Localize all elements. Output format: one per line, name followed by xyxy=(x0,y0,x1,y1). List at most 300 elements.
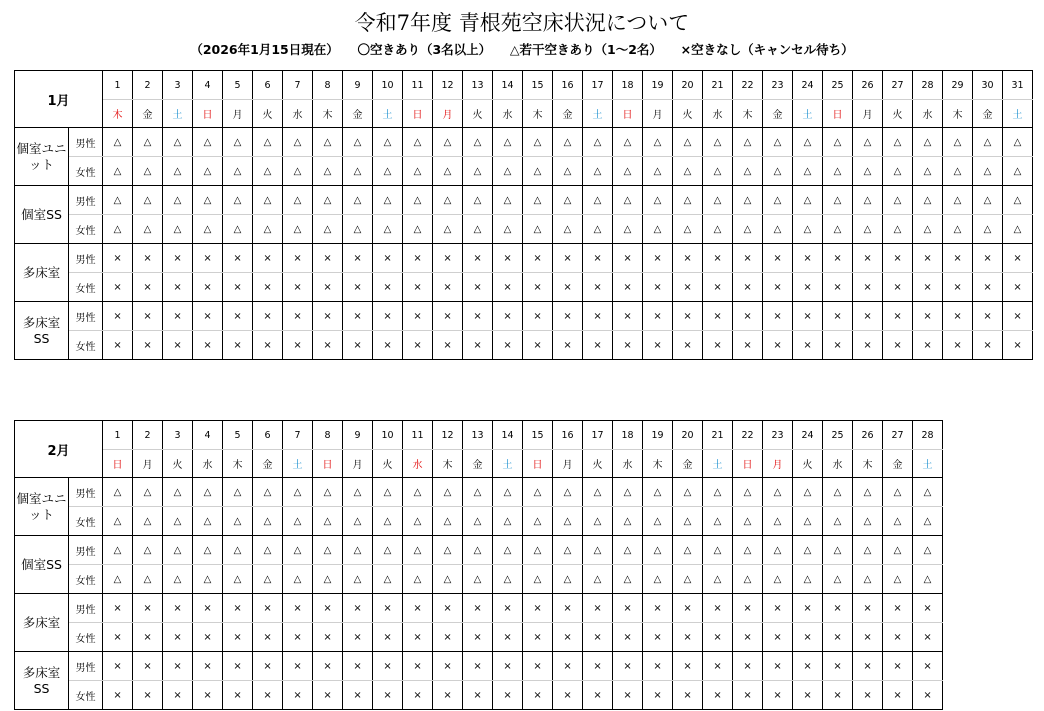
weekday-label: 火 xyxy=(673,100,703,128)
availability-cell: △ xyxy=(133,128,163,157)
availability-cell: × xyxy=(463,331,493,360)
availability-cell: △ xyxy=(373,565,403,594)
day-number: 15 xyxy=(523,421,553,450)
availability-cell: × xyxy=(403,652,433,681)
availability-cell: × xyxy=(193,681,223,710)
availability-cell: × xyxy=(943,302,973,331)
availability-cell: △ xyxy=(193,215,223,244)
day-number: 20 xyxy=(673,421,703,450)
availability-cell: △ xyxy=(673,128,703,157)
availability-cell: △ xyxy=(223,128,253,157)
availability-cell: × xyxy=(163,623,193,652)
availability-cell: △ xyxy=(583,128,613,157)
availability-cell: × xyxy=(823,623,853,652)
availability-cell: × xyxy=(913,331,943,360)
weekday-label: 火 xyxy=(253,100,283,128)
availability-cell: × xyxy=(583,652,613,681)
availability-cell: △ xyxy=(913,536,943,565)
availability-cell: △ xyxy=(283,215,313,244)
weekday-label: 月 xyxy=(133,450,163,478)
availability-cell: × xyxy=(823,244,853,273)
availability-cell: △ xyxy=(763,507,793,536)
room-type-label: 多床室 xyxy=(15,244,69,302)
availability-cell: × xyxy=(703,652,733,681)
availability-cell: △ xyxy=(643,128,673,157)
weekday-label: 土 xyxy=(493,450,523,478)
availability-cell: △ xyxy=(253,536,283,565)
availability-cell: △ xyxy=(553,565,583,594)
availability-cell: △ xyxy=(193,186,223,215)
availability-cell: △ xyxy=(943,186,973,215)
availability-cell: × xyxy=(523,652,553,681)
availability-cell: × xyxy=(343,681,373,710)
availability-cell: △ xyxy=(763,186,793,215)
availability-cell: × xyxy=(1003,331,1033,360)
month-label: 2月 xyxy=(15,421,103,478)
availability-cell: △ xyxy=(373,507,403,536)
day-number: 12 xyxy=(433,421,463,450)
availability-cell: × xyxy=(763,623,793,652)
gender-label: 女性 xyxy=(69,681,103,710)
availability-cell: × xyxy=(343,594,373,623)
availability-cell: △ xyxy=(313,186,343,215)
availability-cell: △ xyxy=(553,507,583,536)
availability-cell: × xyxy=(883,652,913,681)
availability-cell: △ xyxy=(793,536,823,565)
availability-cell: △ xyxy=(613,128,643,157)
availability-cell: △ xyxy=(643,157,673,186)
availability-cell: △ xyxy=(613,186,643,215)
availability-cell: △ xyxy=(493,478,523,507)
availability-cell: △ xyxy=(853,478,883,507)
weekday-label: 木 xyxy=(733,100,763,128)
availability-cell: × xyxy=(613,331,643,360)
availability-cell: × xyxy=(463,302,493,331)
availability-cell: × xyxy=(343,652,373,681)
availability-cell: × xyxy=(673,302,703,331)
availability-cell: × xyxy=(583,273,613,302)
availability-cell: × xyxy=(673,594,703,623)
availability-cell: × xyxy=(763,302,793,331)
day-number: 5 xyxy=(223,421,253,450)
availability-cell: × xyxy=(793,244,823,273)
availability-cell: × xyxy=(463,244,493,273)
weekday-label: 火 xyxy=(793,450,823,478)
availability-cell: × xyxy=(553,331,583,360)
weekday-label: 金 xyxy=(883,450,913,478)
weekday-label: 月 xyxy=(643,100,673,128)
availability-cell: △ xyxy=(583,565,613,594)
availability-cell: △ xyxy=(553,536,583,565)
availability-cell: × xyxy=(793,273,823,302)
availability-cell: × xyxy=(643,273,673,302)
availability-cell: × xyxy=(553,681,583,710)
availability-cell: × xyxy=(103,273,133,302)
availability-cell: × xyxy=(793,623,823,652)
availability-cell: × xyxy=(463,594,493,623)
gender-label: 女性 xyxy=(69,507,103,536)
availability-cell: △ xyxy=(403,536,433,565)
day-number: 12 xyxy=(433,71,463,100)
day-number: 26 xyxy=(853,421,883,450)
availability-cell: △ xyxy=(793,478,823,507)
availability-cell: × xyxy=(523,331,553,360)
day-number: 2 xyxy=(133,71,163,100)
availability-cell: × xyxy=(373,273,403,302)
weekday-label: 木 xyxy=(523,100,553,128)
availability-cell: × xyxy=(163,652,193,681)
weekday-label: 水 xyxy=(193,450,223,478)
availability-cell: △ xyxy=(643,565,673,594)
availability-cell: △ xyxy=(403,157,433,186)
availability-cell: × xyxy=(943,331,973,360)
availability-cell: △ xyxy=(463,157,493,186)
day-number: 7 xyxy=(283,421,313,450)
availability-cell: × xyxy=(283,244,313,273)
availability-cell: △ xyxy=(103,565,133,594)
availability-cell: × xyxy=(793,681,823,710)
availability-cell: × xyxy=(223,331,253,360)
room-type-label: 個室ユニット xyxy=(15,128,69,186)
availability-cell: △ xyxy=(163,507,193,536)
availability-cell: △ xyxy=(313,507,343,536)
availability-cell: △ xyxy=(373,186,403,215)
availability-cell: △ xyxy=(283,536,313,565)
availability-cell: △ xyxy=(883,128,913,157)
availability-cell: △ xyxy=(313,157,343,186)
availability-cell: △ xyxy=(103,478,133,507)
availability-cell: × xyxy=(883,244,913,273)
availability-cell: △ xyxy=(823,478,853,507)
availability-cell: △ xyxy=(223,565,253,594)
availability-cell: × xyxy=(613,681,643,710)
day-number: 4 xyxy=(193,421,223,450)
availability-cell: △ xyxy=(193,157,223,186)
availability-cell: × xyxy=(523,244,553,273)
availability-cell: △ xyxy=(343,215,373,244)
availability-cell: △ xyxy=(343,186,373,215)
gender-label: 男性 xyxy=(69,536,103,565)
availability-cell: △ xyxy=(103,507,133,536)
weekday-label: 土 xyxy=(583,100,613,128)
availability-cell: × xyxy=(253,273,283,302)
weekday-label: 水 xyxy=(823,450,853,478)
availability-cell: △ xyxy=(103,186,133,215)
availability-cell: △ xyxy=(853,536,883,565)
availability-cell: △ xyxy=(313,128,343,157)
availability-cell: △ xyxy=(823,215,853,244)
gender-label: 男性 xyxy=(69,128,103,157)
availability-cell: △ xyxy=(733,507,763,536)
availability-cell: × xyxy=(133,302,163,331)
availability-cell: △ xyxy=(583,536,613,565)
availability-cell: × xyxy=(493,244,523,273)
availability-cell: × xyxy=(403,273,433,302)
availability-cell: △ xyxy=(343,565,373,594)
availability-cell: × xyxy=(133,681,163,710)
availability-cell: △ xyxy=(493,507,523,536)
availability-cell: △ xyxy=(193,507,223,536)
weekday-label: 火 xyxy=(163,450,193,478)
availability-cell: △ xyxy=(523,186,553,215)
day-number: 27 xyxy=(883,71,913,100)
weekday-label: 月 xyxy=(553,450,583,478)
availability-cell: △ xyxy=(253,128,283,157)
availability-cell: × xyxy=(583,244,613,273)
availability-cell: × xyxy=(823,681,853,710)
availability-cell: × xyxy=(373,623,403,652)
availability-cell: × xyxy=(193,331,223,360)
availability-cell: × xyxy=(403,331,433,360)
day-number: 30 xyxy=(973,71,1003,100)
availability-cell: × xyxy=(883,623,913,652)
availability-cell: × xyxy=(673,623,703,652)
availability-cell: △ xyxy=(823,157,853,186)
availability-cell: × xyxy=(643,302,673,331)
availability-cell: × xyxy=(493,331,523,360)
availability-cell: △ xyxy=(733,128,763,157)
availability-cell: × xyxy=(553,244,583,273)
availability-cell: × xyxy=(583,681,613,710)
day-number: 3 xyxy=(163,421,193,450)
day-number: 9 xyxy=(343,71,373,100)
availability-cell: △ xyxy=(493,157,523,186)
page-subtitle-legend: （2026年1月15日現在） 〇空きあり（3名以上） △若干空きあり（1～2名） ×空きなし（キャンセル待ち） xyxy=(190,42,854,57)
availability-cell: × xyxy=(493,681,523,710)
availability-cell: △ xyxy=(133,565,163,594)
availability-cell: × xyxy=(583,594,613,623)
availability-cell: △ xyxy=(193,478,223,507)
availability-cell: × xyxy=(763,652,793,681)
availability-cell: × xyxy=(133,652,163,681)
availability-cell: × xyxy=(313,594,343,623)
availability-cell: △ xyxy=(283,478,313,507)
weekday-label: 月 xyxy=(433,100,463,128)
weekday-label: 日 xyxy=(403,100,433,128)
availability-cell: △ xyxy=(733,565,763,594)
day-number: 24 xyxy=(793,421,823,450)
availability-cell: × xyxy=(883,594,913,623)
weekday-label: 火 xyxy=(373,450,403,478)
day-number: 3 xyxy=(163,71,193,100)
availability-cell: × xyxy=(103,681,133,710)
availability-cell: × xyxy=(913,594,943,623)
availability-cell: △ xyxy=(493,536,523,565)
availability-cell: △ xyxy=(253,157,283,186)
day-number: 8 xyxy=(313,421,343,450)
day-number: 16 xyxy=(553,71,583,100)
availability-cell: × xyxy=(133,273,163,302)
availability-cell: △ xyxy=(313,565,343,594)
day-number: 13 xyxy=(463,71,493,100)
day-number: 8 xyxy=(313,71,343,100)
availability-cell: × xyxy=(193,302,223,331)
availability-cell: △ xyxy=(913,128,943,157)
availability-cell: × xyxy=(703,623,733,652)
availability-cell: × xyxy=(343,302,373,331)
availability-cell: △ xyxy=(523,565,553,594)
availability-cell: × xyxy=(343,244,373,273)
availability-cell: × xyxy=(433,652,463,681)
availability-cell: △ xyxy=(703,507,733,536)
day-number: 10 xyxy=(373,71,403,100)
availability-cell: × xyxy=(823,594,853,623)
availability-cell: × xyxy=(223,273,253,302)
day-number: 16 xyxy=(553,421,583,450)
availability-cell: △ xyxy=(943,157,973,186)
availability-cell: △ xyxy=(103,536,133,565)
availability-cell: △ xyxy=(403,215,433,244)
day-number: 25 xyxy=(823,71,853,100)
gender-label: 男性 xyxy=(69,652,103,681)
page-title: 令和7年度 青根苑空床状況について xyxy=(354,11,690,35)
availability-cell: △ xyxy=(223,507,253,536)
availability-cell: △ xyxy=(583,157,613,186)
availability-cell: △ xyxy=(403,128,433,157)
availability-cell: △ xyxy=(883,536,913,565)
day-number: 5 xyxy=(223,71,253,100)
day-number: 15 xyxy=(523,71,553,100)
availability-cell: △ xyxy=(973,215,1003,244)
weekday-label: 水 xyxy=(913,100,943,128)
availability-cell: × xyxy=(223,594,253,623)
availability-cell: × xyxy=(403,302,433,331)
availability-cell: △ xyxy=(103,157,133,186)
weekday-label: 日 xyxy=(733,450,763,478)
day-number: 1 xyxy=(103,71,133,100)
availability-cell: × xyxy=(373,681,403,710)
availability-cell: × xyxy=(223,681,253,710)
availability-cell: △ xyxy=(283,157,313,186)
availability-cell: × xyxy=(133,594,163,623)
weekday-label: 木 xyxy=(643,450,673,478)
availability-cell: △ xyxy=(643,507,673,536)
availability-cell: △ xyxy=(313,536,343,565)
availability-cell: △ xyxy=(1003,186,1033,215)
availability-cell: △ xyxy=(613,536,643,565)
availability-cell: △ xyxy=(163,536,193,565)
availability-cell: × xyxy=(673,331,703,360)
weekday-label: 土 xyxy=(793,100,823,128)
day-number: 19 xyxy=(643,421,673,450)
availability-cell: × xyxy=(313,273,343,302)
weekday-label: 土 xyxy=(283,450,313,478)
weekday-label: 土 xyxy=(373,100,403,128)
availability-cell: × xyxy=(403,594,433,623)
availability-cell: △ xyxy=(613,507,643,536)
availability-cell: × xyxy=(913,623,943,652)
availability-cell: △ xyxy=(223,157,253,186)
availability-cell: × xyxy=(523,594,553,623)
weekday-label: 木 xyxy=(853,450,883,478)
availability-cell: × xyxy=(373,331,403,360)
availability-cell: △ xyxy=(583,478,613,507)
availability-cell: △ xyxy=(913,565,943,594)
availability-cell: × xyxy=(913,273,943,302)
availability-cell: × xyxy=(253,594,283,623)
availability-cell: △ xyxy=(1003,128,1033,157)
weekday-label: 日 xyxy=(193,100,223,128)
availability-cell: △ xyxy=(583,186,613,215)
availability-cell: × xyxy=(673,273,703,302)
availability-cell: △ xyxy=(403,565,433,594)
availability-cell: × xyxy=(883,331,913,360)
availability-cell: × xyxy=(613,623,643,652)
availability-cell: × xyxy=(973,302,1003,331)
availability-cell: × xyxy=(493,623,523,652)
day-number: 21 xyxy=(703,421,733,450)
availability-cell: △ xyxy=(193,536,223,565)
availability-cell: × xyxy=(523,273,553,302)
availability-cell: △ xyxy=(163,565,193,594)
availability-cell: △ xyxy=(853,128,883,157)
availability-cell: × xyxy=(433,594,463,623)
availability-cell: △ xyxy=(703,478,733,507)
availability-cell: × xyxy=(433,302,463,331)
availability-cell: × xyxy=(343,623,373,652)
availability-cell: × xyxy=(223,302,253,331)
availability-cell: △ xyxy=(493,565,523,594)
availability-cell: × xyxy=(433,331,463,360)
availability-cell: × xyxy=(133,623,163,652)
availability-cell: △ xyxy=(283,186,313,215)
availability-cell: × xyxy=(463,273,493,302)
availability-cell: △ xyxy=(973,186,1003,215)
availability-cell: × xyxy=(763,594,793,623)
availability-cell: × xyxy=(163,681,193,710)
availability-cell: △ xyxy=(823,186,853,215)
weekday-label: 木 xyxy=(223,450,253,478)
availability-cell: × xyxy=(163,273,193,302)
availability-cell: × xyxy=(193,594,223,623)
availability-cell: × xyxy=(253,331,283,360)
availability-cell: × xyxy=(733,244,763,273)
availability-cell: × xyxy=(553,652,583,681)
availability-cell: △ xyxy=(643,536,673,565)
availability-cell: △ xyxy=(493,215,523,244)
day-number: 20 xyxy=(673,71,703,100)
gender-label: 女性 xyxy=(69,623,103,652)
availability-cell: × xyxy=(433,273,463,302)
availability-cell: × xyxy=(943,244,973,273)
weekday-label: 土 xyxy=(703,450,733,478)
availability-cell: × xyxy=(853,594,883,623)
gender-label: 女性 xyxy=(69,565,103,594)
availability-cell: × xyxy=(703,273,733,302)
availability-cell: △ xyxy=(163,128,193,157)
weekday-label: 火 xyxy=(583,450,613,478)
availability-cell: × xyxy=(553,623,583,652)
availability-cell: × xyxy=(373,244,403,273)
month-label: 1月 xyxy=(15,71,103,128)
weekday-label: 金 xyxy=(463,450,493,478)
availability-cell: △ xyxy=(883,215,913,244)
availability-cell: △ xyxy=(553,478,583,507)
weekday-label: 日 xyxy=(823,100,853,128)
day-number: 10 xyxy=(373,421,403,450)
availability-cell: × xyxy=(493,273,523,302)
availability-cell: × xyxy=(763,681,793,710)
availability-cell: △ xyxy=(913,215,943,244)
weekday-label: 日 xyxy=(313,450,343,478)
weekday-label: 日 xyxy=(103,450,133,478)
availability-cell: △ xyxy=(523,215,553,244)
availability-cell: × xyxy=(733,331,763,360)
availability-cell: △ xyxy=(613,478,643,507)
availability-cell: △ xyxy=(823,507,853,536)
availability-cell: △ xyxy=(403,186,433,215)
availability-cell: △ xyxy=(463,128,493,157)
